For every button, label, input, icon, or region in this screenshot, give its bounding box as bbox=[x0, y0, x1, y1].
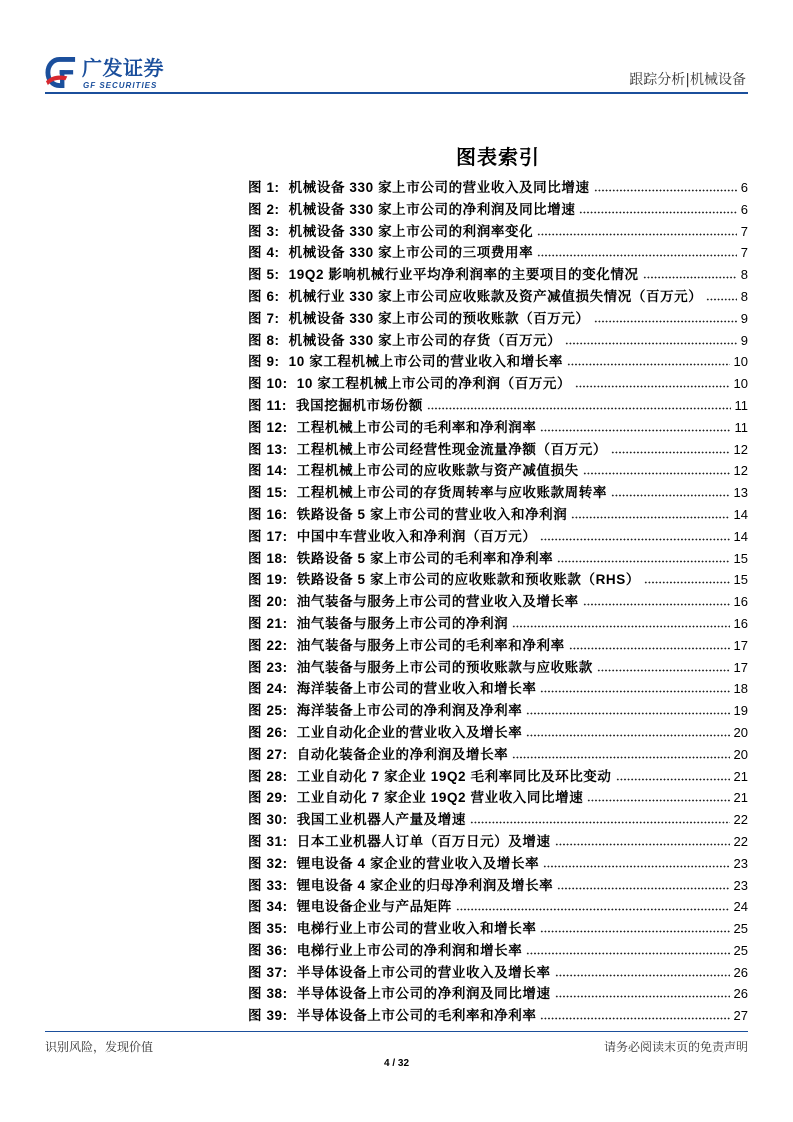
toc-entry-label: 图 12: bbox=[248, 419, 288, 435]
toc-entry-label: 图 14: bbox=[248, 463, 288, 479]
toc-entry-title: 油气装备与服务上市公司的营业收入及增长率 bbox=[296, 594, 579, 610]
toc-entry-page: 9 bbox=[740, 310, 748, 326]
toc-entry-title: 工业自动化 7 家企业 19Q2 营业收入同比增速 bbox=[296, 790, 584, 806]
toc-entry-page: 20 bbox=[733, 746, 748, 762]
toc-entry[interactable] bbox=[248, 678, 748, 700]
toc-entry-title: 油气装备与服务上市公司的毛利率和净利率 bbox=[296, 637, 565, 653]
toc-leader bbox=[611, 494, 730, 497]
toc-leader bbox=[470, 821, 730, 824]
toc-entry-page: 26 bbox=[733, 964, 748, 980]
toc-entry-title: 机械设备 330 家上市公司的营业收入及同比增速 bbox=[288, 180, 590, 195]
toc-leader bbox=[569, 647, 730, 650]
toc-entry-title: 日本工业机器人订单（百万日元）及增速 bbox=[296, 833, 551, 849]
toc-entry-label: 图 18: bbox=[248, 550, 288, 566]
toc-entry-label: 图 33: bbox=[248, 877, 288, 893]
toc-entry-page: 11 bbox=[734, 397, 748, 413]
toc-entry[interactable] bbox=[248, 809, 748, 831]
toc-entry-label: 图 16: bbox=[248, 506, 288, 522]
footer-divider bbox=[45, 1031, 748, 1032]
toc-entry-label: 图 7: bbox=[248, 310, 280, 326]
toc-entry[interactable] bbox=[248, 591, 748, 613]
logo-name-cn: 广发证券 bbox=[82, 56, 164, 80]
toc-leader bbox=[587, 799, 729, 802]
toc-entry-page: 6 bbox=[740, 201, 748, 217]
toc-entry[interactable] bbox=[248, 853, 748, 875]
toc-leader bbox=[543, 865, 729, 868]
toc-entry-title: 海洋装备上市公司的营业收入和增长率 bbox=[296, 681, 537, 697]
toc-entry[interactable] bbox=[248, 264, 748, 286]
toc-entry-page: 18 bbox=[733, 681, 748, 697]
toc-leader bbox=[537, 233, 737, 236]
toc-entry[interactable] bbox=[248, 177, 748, 199]
toc-entry-title: 铁路设备 5 家上市公司的应收账款和预收账款（RHS） bbox=[296, 572, 640, 588]
toc-entry-page: 17 bbox=[733, 659, 748, 675]
toc-entry-page: 7 bbox=[740, 223, 748, 239]
toc-entry-page: 17 bbox=[733, 637, 748, 653]
toc-leader bbox=[555, 974, 730, 977]
toc-entry[interactable] bbox=[248, 1005, 748, 1027]
toc-entry-label: 图 4: bbox=[248, 245, 280, 261]
toc-entry-title: 机械设备 330 家上市公司的净利润及同比增速 bbox=[288, 201, 576, 217]
toc-leader bbox=[597, 669, 730, 672]
toc-leader bbox=[594, 189, 737, 192]
toc-leader bbox=[565, 342, 736, 345]
toc-entry-title: 半导体设备上市公司的营业收入及增长率 bbox=[296, 964, 551, 980]
toc-entry[interactable] bbox=[248, 351, 748, 373]
toc-entry-label: 图 3: bbox=[248, 223, 280, 239]
toc-entry-title: 油气装备与服务上市公司的净利润 bbox=[296, 615, 509, 631]
toc-entry-page: 23 bbox=[733, 877, 748, 893]
toc-entry-page: 14 bbox=[733, 528, 748, 544]
toc-entry[interactable] bbox=[248, 787, 748, 809]
toc-leader bbox=[512, 756, 729, 759]
toc-entry-page: 26 bbox=[733, 986, 748, 1002]
toc-leader bbox=[583, 472, 730, 475]
toc-list bbox=[248, 177, 748, 1027]
toc-leader bbox=[540, 1017, 729, 1020]
toc-entry-label: 图 36: bbox=[248, 942, 288, 958]
toc-entry-page: 25 bbox=[733, 921, 748, 937]
toc-entry[interactable] bbox=[248, 940, 748, 962]
toc-entry-title: 半导体设备上市公司的净利润及同比增速 bbox=[296, 986, 551, 1002]
toc-entry-page: 21 bbox=[733, 768, 748, 784]
toc-leader bbox=[594, 320, 737, 323]
toc-entry-title: 中国中车营业收入和净利润（百万元） bbox=[296, 528, 537, 544]
toc-entry[interactable] bbox=[248, 983, 748, 1005]
toc-entry[interactable] bbox=[248, 417, 748, 439]
toc-entry-title: 10 家工程机械上市公司的营业收入和增长率 bbox=[288, 354, 564, 370]
toc-entry-label: 图 1: bbox=[248, 180, 280, 195]
toc-entry-label: 图 32: bbox=[248, 855, 288, 871]
toc-entry[interactable] bbox=[248, 526, 748, 548]
toc-entry[interactable] bbox=[248, 700, 748, 722]
toc-leader bbox=[557, 560, 729, 563]
toc-entry-title: 工程机械上市公司经营性现金流量净额（百万元） bbox=[296, 441, 607, 457]
toc-entry-page: 20 bbox=[733, 724, 748, 740]
toc-entry-page: 13 bbox=[733, 485, 748, 501]
toc-leader bbox=[571, 516, 729, 519]
toc-entry-label: 图 35: bbox=[248, 921, 288, 937]
toc-leader bbox=[557, 887, 729, 890]
toc-entry-page: 11 bbox=[734, 419, 748, 435]
toc-entry-label: 图 38: bbox=[248, 986, 288, 1002]
toc-entry-title: 机械设备 330 家上市公司的预收账款（百万元） bbox=[288, 310, 590, 326]
toc-entry-title: 工程机械上市公司的应收账款与资产减值损失 bbox=[296, 463, 579, 479]
toc-entry-label: 图 34: bbox=[248, 899, 288, 915]
toc-entry-label: 图 24: bbox=[248, 681, 288, 697]
toc-entry-title: 半导体设备上市公司的毛利率和净利率 bbox=[296, 1008, 537, 1024]
toc-entry-page: 22 bbox=[733, 812, 748, 828]
toc-leader bbox=[583, 603, 730, 606]
toc-entry-page: 22 bbox=[733, 833, 748, 849]
toc-entry-label: 图 31: bbox=[248, 833, 288, 849]
toc-leader bbox=[567, 363, 730, 366]
toc-entry-page: 8 bbox=[740, 288, 748, 304]
toc-entry-title: 工程机械上市公司的存货周转率与应收账款周转率 bbox=[296, 485, 607, 501]
toc-entry-title: 油气装备与服务上市公司的预收账款与应收账款 bbox=[296, 659, 593, 675]
toc-entry-label: 图 25: bbox=[248, 703, 288, 719]
toc-leader bbox=[555, 843, 730, 846]
toc-entry-label: 图 19: bbox=[248, 572, 288, 588]
toc-leader bbox=[540, 538, 729, 541]
toc-entry[interactable] bbox=[248, 657, 748, 679]
toc-entry-title: 自动化装备企业的净利润及增长率 bbox=[296, 746, 509, 762]
toc-leader bbox=[540, 930, 729, 933]
toc-entry-title: 机械设备 330 家上市公司的利润率变化 bbox=[288, 223, 534, 239]
toc-entry-page: 6 bbox=[740, 180, 748, 195]
toc-entry[interactable] bbox=[248, 918, 748, 940]
toc-entry[interactable] bbox=[248, 199, 748, 221]
header-divider bbox=[45, 92, 748, 94]
toc-entry[interactable] bbox=[248, 308, 748, 330]
toc-entry-page: 12 bbox=[733, 441, 748, 457]
toc-entry-title: 海洋装备上市公司的净利润及净利率 bbox=[296, 703, 523, 719]
toc-entry[interactable] bbox=[248, 373, 748, 395]
toc-entry-page: 27 bbox=[733, 1008, 748, 1024]
toc-entry[interactable] bbox=[248, 962, 748, 984]
toc-entry-label: 图 26: bbox=[248, 724, 288, 740]
toc-entry-title: 锂电设备企业与产品矩阵 bbox=[296, 899, 452, 915]
toc-entry[interactable] bbox=[248, 330, 748, 352]
header-section-label: 跟踪分析|机械设备 bbox=[629, 72, 746, 88]
toc-entry[interactable] bbox=[248, 744, 748, 766]
toc-entry-page: 10 bbox=[733, 354, 748, 370]
toc-entry[interactable] bbox=[248, 482, 748, 504]
toc-entry-title: 铁路设备 5 家上市公司的营业收入和净利润 bbox=[296, 506, 568, 522]
toc-entry-label: 图 6: bbox=[248, 288, 280, 304]
toc-entry[interactable] bbox=[248, 766, 748, 788]
toc-entry-label: 图 37: bbox=[248, 964, 288, 980]
toc-entry-page: 25 bbox=[733, 942, 748, 958]
toc-leader bbox=[537, 254, 737, 257]
toc-entry-title: 工业自动化 7 家企业 19Q2 毛利率同比及环比变动 bbox=[296, 768, 612, 784]
toc-leader bbox=[644, 581, 730, 584]
toc-entry-title: 19Q2 影响机械行业平均净利润率的主要项目的变化情况 bbox=[288, 267, 639, 283]
toc-entry-title: 我国工业机器人产量及增速 bbox=[296, 812, 466, 828]
toc-leader bbox=[616, 778, 730, 781]
toc-entry[interactable] bbox=[248, 569, 748, 591]
toc-entry-label: 图 23: bbox=[248, 659, 288, 675]
footer-disclaimer: 请务必阅读末页的免责声明 bbox=[603, 1040, 748, 1054]
toc-entry-title: 10 家工程机械上市公司的净利润（百万元） bbox=[296, 376, 572, 392]
toc-entry[interactable] bbox=[248, 242, 748, 264]
toc-leader bbox=[456, 908, 730, 911]
toc-entry-page: 23 bbox=[733, 855, 748, 871]
toc-entry-title: 机械设备 330 家上市公司的存货（百万元） bbox=[288, 332, 562, 348]
toc-leader bbox=[526, 712, 729, 715]
toc-entry[interactable] bbox=[248, 460, 748, 482]
toc-entry-title: 工程机械上市公司的毛利率和净利润率 bbox=[296, 419, 537, 435]
toc-entry-page: 10 bbox=[733, 376, 748, 392]
toc-leader bbox=[512, 625, 729, 628]
toc-entry-title: 铁路设备 5 家上市公司的毛利率和净利率 bbox=[296, 550, 554, 566]
toc-entry-label: 图 11: bbox=[248, 397, 288, 413]
toc-entry-label: 图 20: bbox=[248, 594, 288, 610]
toc-heading: 图表索引 bbox=[456, 145, 540, 169]
toc-leader bbox=[706, 298, 736, 301]
toc-entry-label: 图 29: bbox=[248, 790, 288, 806]
toc-leader bbox=[540, 429, 730, 432]
toc-entry-title: 我国挖掘机市场份额 bbox=[296, 397, 423, 413]
toc-entry-title: 电梯行业上市公司的净利润和增长率 bbox=[296, 942, 523, 958]
toc-entry-label: 图 9: bbox=[248, 354, 280, 370]
toc-entry[interactable] bbox=[248, 722, 748, 744]
toc-entry-label: 图 39: bbox=[248, 1008, 288, 1024]
toc-entry[interactable] bbox=[248, 395, 748, 417]
toc-entry-title: 机械行业 330 家上市公司应收账款及资产减值损失情况（百万元） bbox=[288, 288, 703, 304]
toc-leader bbox=[579, 211, 736, 214]
toc-entry-page: 8 bbox=[740, 267, 748, 283]
toc-entry-page: 19 bbox=[733, 703, 748, 719]
toc-entry[interactable] bbox=[248, 221, 748, 243]
toc-entry[interactable] bbox=[248, 548, 748, 570]
toc-entry[interactable] bbox=[248, 831, 748, 853]
toc-entry-page: 12 bbox=[733, 463, 748, 479]
toc-entry-title: 机械设备 330 家上市公司的三项费用率 bbox=[288, 245, 534, 261]
toc-entry-page: 14 bbox=[733, 506, 748, 522]
toc-leader bbox=[575, 385, 729, 388]
toc-entry-title: 电梯行业上市公司的营业收入和增长率 bbox=[296, 921, 537, 937]
toc-entry-title: 锂电设备 4 家企业的归母净利润及增长率 bbox=[296, 877, 554, 893]
toc-entry[interactable] bbox=[248, 635, 748, 657]
toc-entry-label: 图 22: bbox=[248, 637, 288, 653]
toc-leader bbox=[526, 734, 729, 737]
gf-logo-icon bbox=[45, 55, 78, 90]
toc-entry-label: 图 8: bbox=[248, 332, 280, 348]
toc-leader bbox=[427, 407, 731, 410]
toc-leader bbox=[526, 952, 729, 955]
toc-entry-page: 16 bbox=[733, 615, 748, 631]
toc-entry-label: 图 2: bbox=[248, 201, 280, 217]
toc-entry[interactable] bbox=[248, 286, 748, 308]
toc-entry-label: 图 30: bbox=[248, 812, 288, 828]
toc-entry-page: 21 bbox=[733, 790, 748, 806]
logo-name-en: GF SECURITIES bbox=[83, 81, 158, 90]
toc-entry[interactable] bbox=[248, 613, 748, 635]
toc-entry-label: 图 15: bbox=[248, 485, 288, 501]
toc-entry-label: 图 5: bbox=[248, 267, 280, 283]
toc-entry-page: 9 bbox=[740, 332, 748, 348]
toc-entry-label: 图 17: bbox=[248, 528, 288, 544]
toc-entry-title: 锂电设备 4 家企业的营业收入及增长率 bbox=[296, 855, 540, 871]
toc-entry-page: 7 bbox=[740, 245, 748, 261]
toc-entry-title: 工业自动化企业的营业收入及增长率 bbox=[296, 724, 523, 740]
toc-entry-page: 15 bbox=[733, 550, 748, 566]
toc-entry[interactable] bbox=[248, 896, 748, 918]
toc-leader bbox=[643, 276, 737, 279]
toc-entry-label: 图 10: bbox=[248, 376, 288, 392]
toc-leader bbox=[540, 690, 729, 693]
toc-entry-label: 图 13: bbox=[248, 441, 288, 457]
toc-entry-page: 16 bbox=[733, 594, 748, 610]
toc-entry[interactable] bbox=[248, 504, 748, 526]
footer-slogan: 识别风险，发现价值 bbox=[45, 1040, 154, 1054]
page-number: 4 / 32 bbox=[383, 1058, 410, 1069]
toc-leader bbox=[611, 451, 730, 454]
toc-entry-label: 图 27: bbox=[248, 746, 288, 762]
toc-entry-label: 图 21: bbox=[248, 615, 288, 631]
toc-leader bbox=[555, 995, 730, 998]
toc-entry-page: 24 bbox=[733, 899, 748, 915]
toc-entry-label: 图 28: bbox=[248, 768, 288, 784]
toc-entry[interactable] bbox=[248, 439, 748, 461]
toc-entry-page: 15 bbox=[733, 572, 748, 588]
toc-entry[interactable] bbox=[248, 875, 748, 897]
